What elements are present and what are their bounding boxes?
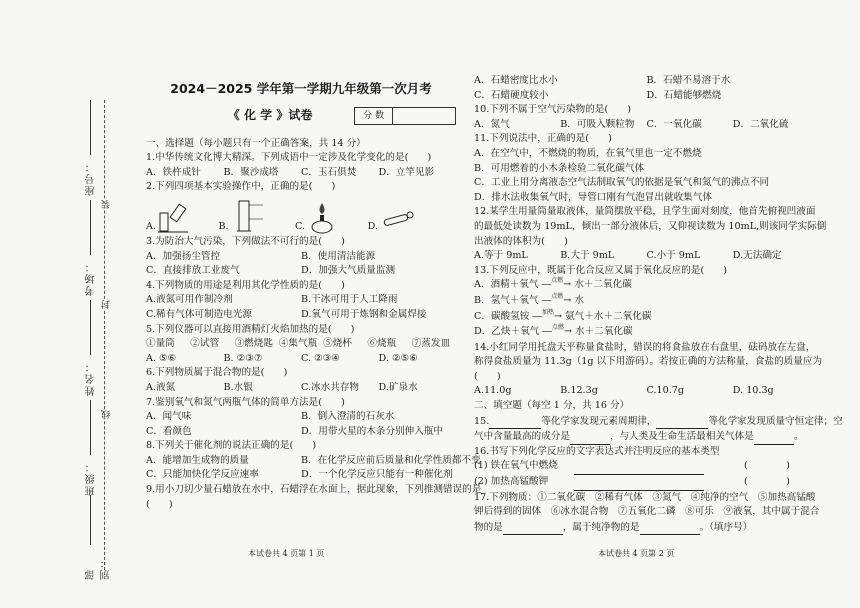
- q10-options: [474, 118, 819, 133]
- q17-text-3: 。（填序号）: [699, 521, 753, 533]
- q15-blank-1[interactable]: [489, 414, 541, 430]
- q13-option-b[interactable]: [474, 294, 819, 310]
- q13-c-right: 氨气＋水＋二氧化碳: [565, 310, 652, 322]
- field-name-label: 姓名：: [86, 360, 97, 396]
- binding-mark-zhuang: 装: [102, 200, 112, 209]
- score-box: [354, 107, 456, 125]
- score-input[interactable]: [392, 108, 455, 124]
- q16-item-1-type[interactable]: ( ): [744, 460, 790, 472]
- q16-item-1-label: (1) 铁在氧气中燃烧: [474, 460, 558, 472]
- arrow-label-d: 点燃: [551, 324, 564, 332]
- q12-options: [474, 249, 819, 264]
- field-class-label: 班级：: [86, 460, 97, 496]
- q13-option-a[interactable]: [474, 278, 819, 294]
- q7-options-row2: [146, 425, 456, 440]
- q17-text-2: ，属于纯净物的是: [562, 521, 640, 533]
- arrow-label-a: 点燃: [551, 277, 564, 285]
- q11-option-a[interactable]: A．在空气中，不燃烧的物质，在氧气里也一定不燃烧: [474, 147, 702, 159]
- q13-a-left: A．酒精＋氧气: [474, 279, 539, 291]
- q3-options-row2: [146, 264, 456, 279]
- q6-options: [146, 381, 456, 396]
- section-1-heading: 一、选择题（每小题只有一个正确答案，共 14 分）: [146, 137, 366, 149]
- field-dept-line[interactable]: [90, 495, 91, 545]
- q15-number: 15.: [474, 415, 490, 427]
- q5-item-4: ④集气瓶: [278, 338, 318, 350]
- q13-b-right: 水: [574, 294, 584, 306]
- binding-mark-feng: 封: [102, 300, 112, 309]
- field-seat-line[interactable]: [90, 100, 91, 155]
- q10-stem: 10.下列不属于空气污染物的是( ): [474, 104, 632, 116]
- field-room-label: 考场：: [86, 260, 97, 296]
- q15-text-2: 等化学家发现质量守恒定律；空: [708, 415, 843, 427]
- exam-title: 2024－2025 学年第一学期九年级第一次月考: [170, 81, 432, 96]
- q8-options: [146, 454, 481, 469]
- q2-figures: [146, 195, 456, 235]
- q8-stem: 8.下列关于催化剂的说法正确的是( ): [146, 440, 317, 452]
- q17-text-1: 物的是: [474, 521, 503, 533]
- reaction-arrow-icon: ―$^{加热}$→: [532, 308, 563, 322]
- q11-stem: 11.下列说法中，正确的是( ): [474, 133, 612, 145]
- q3-option-b[interactable]: B．使用清洁能源: [301, 250, 376, 262]
- q14-stem-line3[interactable]: ( ): [474, 370, 501, 382]
- field-name-line[interactable]: [90, 300, 91, 355]
- q1-options: [146, 166, 456, 181]
- q5-items: [146, 337, 456, 352]
- q3-option-d[interactable]: D．加强大气质量监测: [301, 265, 396, 277]
- q12-option-c[interactable]: C.小于 9mL: [646, 250, 701, 262]
- q15-text-4: ，与人类及生命生活最相关气体是: [609, 431, 754, 443]
- q1-option-a[interactable]: A．铁杵成针: [146, 166, 201, 178]
- q5-item-5: ⑤烧杯: [323, 338, 352, 350]
- q5-item-2: ②试管: [190, 338, 220, 350]
- q4-options: [146, 293, 456, 308]
- q5-option-d[interactable]: D. ②⑤⑥: [378, 352, 418, 364]
- q14-options: [474, 384, 819, 399]
- exam-subtitle: 《 化 学 》试卷: [227, 108, 313, 123]
- q4-stem: 4.下列物质的用途是利用其化学性质的是( ): [146, 279, 345, 291]
- q6-stem: 6.下列物质属于混合物的是( ): [146, 367, 288, 379]
- q13-b-left: B．氢气＋氧气: [474, 294, 539, 306]
- right-column: [474, 74, 843, 535]
- q15-text-5: 。: [793, 431, 804, 443]
- reaction-arrow-icon: ―$^{点燃}$→: [541, 277, 572, 291]
- q1-option-b[interactable]: B．聚沙成塔: [223, 166, 279, 178]
- q12-option-d[interactable]: D.无法确定: [732, 250, 782, 262]
- q6-option-b[interactable]: B.水银: [223, 381, 253, 393]
- test-tube-icon: [380, 207, 416, 235]
- q7-option-d[interactable]: D．用带火星的木条分别伸入瓶中: [301, 425, 444, 437]
- pouring-liquid-icon: [158, 201, 188, 235]
- q16-item-1: [474, 459, 819, 475]
- q5-item-1: ①量筒: [146, 338, 175, 350]
- q15-blank-4[interactable]: [754, 429, 794, 445]
- section-2-heading: 二、填空题（每空 1 分，共 16 分）: [474, 400, 630, 412]
- q6-option-d[interactable]: D.矿泉水: [378, 381, 418, 393]
- q13-d-left: D．乙炔＋氧气: [474, 326, 540, 338]
- field-seat-label: 座号：: [86, 160, 97, 196]
- q8-option-c[interactable]: C．只能加快化学反应速率: [146, 469, 259, 481]
- q4-option-c[interactable]: C.稀有气体可制造电光源: [146, 308, 252, 320]
- q9-option-c[interactable]: C．石蜡硬度较小: [474, 89, 549, 101]
- q5-item-7: ⑦蒸发皿: [411, 338, 451, 350]
- q3-option-a[interactable]: A．加强扬尘管控: [146, 250, 221, 262]
- q11-option-d[interactable]: D．排水法收集氧气时，导管口刚有气泡冒出就收集气体: [474, 191, 712, 203]
- q2-option-d[interactable]: D.: [367, 221, 378, 233]
- q11-option-b[interactable]: B．可用燃着的小木条检验二氧化碳气体: [474, 162, 645, 174]
- q8-option-a[interactable]: A．能增加生成物的质量: [146, 454, 249, 466]
- q1-stem: 1.中华传统文化博大精深。下列成语中一定涉及化学变化的是( ): [146, 152, 432, 164]
- q9-option-b[interactable]: B．石蜡不易溶于水: [646, 75, 731, 86]
- binding-margin: [0, 60, 118, 580]
- q16-item-1-blank[interactable]: [574, 459, 704, 475]
- q4-options-row2: [146, 308, 456, 323]
- q5-item-3: ③燃烧匙: [234, 338, 273, 350]
- q6-option-a[interactable]: A.液氮: [146, 381, 176, 393]
- q2-option-b[interactable]: B.: [218, 221, 229, 233]
- q17-stem-line2: 钾后得到的固体 ⑥冰水混合物 ⑦五氧化二磷 ⑧可乐 ⑨液氧，其中属于混合: [474, 506, 820, 518]
- q17-line3: [474, 520, 819, 536]
- q12-option-a[interactable]: A.等于 9mL: [474, 250, 528, 262]
- q8-option-b[interactable]: B．在化学反应前后质量和化学性质都不变: [301, 454, 481, 466]
- q13-stem: 13.下列反应中，既属于化合反应又属于氧化反应的是( ): [474, 264, 727, 276]
- q3-options: [146, 250, 456, 265]
- q10-option-c[interactable]: C．一氧化碳: [646, 118, 702, 130]
- q3-stem: 3.为防治大气污染，下列做法不可行的是( ): [146, 235, 345, 247]
- q9-option-a[interactable]: A．石蜡密度比水小: [474, 75, 558, 86]
- q7-stem: 7.鉴别氧气和氮气两瓶气体的简单方法是( ): [146, 396, 345, 408]
- reaction-arrow-icon: ―$^{点燃}$→: [542, 324, 572, 338]
- q3-option-c[interactable]: C．直接排放工业废气: [146, 265, 240, 277]
- q14-option-b[interactable]: B.12.3g: [560, 385, 598, 397]
- q12-stem-line1: 12.某学生用量筒量取液体，量筒摆放平稳，且学生面对刻度，他首先俯视凹液面: [474, 206, 816, 218]
- q17-blank-1[interactable]: [503, 520, 563, 536]
- q14-stem-line1: 14.小红同学用托盘天平称量食盐时，错误的将食盐放在右盘里，砝码放在左盘，: [474, 341, 816, 353]
- q7-option-a[interactable]: A．闻气味: [146, 411, 192, 423]
- q10-option-d[interactable]: D．二氧化硫: [732, 118, 789, 130]
- q1-option-d[interactable]: D．立竿见影: [378, 166, 435, 178]
- q13-option-d[interactable]: [474, 325, 819, 341]
- q10-option-b[interactable]: B．可吸入颗粒物: [560, 118, 635, 130]
- q13-a-right: 水＋二氧化碳: [574, 279, 632, 291]
- q14-option-a[interactable]: A.11.0g: [474, 385, 512, 397]
- q5-item-6: ⑥烧瓶: [367, 338, 397, 350]
- q16-item-2-blank[interactable]: [574, 475, 704, 491]
- q15-blank-3[interactable]: [570, 429, 610, 445]
- graduated-cylinder-icon: [231, 197, 265, 235]
- q13-d-right: 水＋二氧化碳: [575, 326, 633, 338]
- field-class-line[interactable]: [90, 400, 91, 455]
- footer-page-2: 本试卷共 4 页第 2 页: [598, 549, 675, 558]
- q7-option-b[interactable]: B．倒入澄清的石灰水: [301, 411, 395, 423]
- field-dept-label: 部别：: [86, 556, 112, 580]
- q7-option-c[interactable]: C．看颜色: [146, 425, 192, 437]
- q9-answer-paren[interactable]: ( ): [146, 498, 173, 510]
- footer-page-1: 本试卷共 4 页第 1 页: [248, 549, 325, 558]
- q13-option-c[interactable]: [474, 310, 819, 326]
- q15-line1: [474, 414, 843, 430]
- q2-option-a[interactable]: A.: [146, 221, 156, 233]
- q2-stem: 2.下列四项基本实验操作中，正确的是( ): [146, 181, 336, 193]
- q2-option-c[interactable]: C.: [295, 221, 306, 233]
- q12-stem-line2: 的最低处读数为 19mL，倾出一部分液体后，又仰视读数为 10mL,则该同学实际倒: [474, 220, 827, 232]
- q4-option-d[interactable]: D.氧气可用于炼钢和金属焊接: [301, 308, 427, 320]
- q9-options: [474, 74, 819, 89]
- q15-text-3: 气中含量最高的成分是: [474, 431, 570, 443]
- q6-option-c[interactable]: C.冰水共存物: [301, 381, 360, 393]
- q5-stem: 5.下列仪器可以直接用酒精灯火焰加热的是( ): [146, 323, 355, 335]
- q15-text-1: 等化学家发现元素周期律，: [541, 415, 657, 427]
- q13-c-left: C．碳酸氢铵: [474, 310, 530, 322]
- q14-option-d[interactable]: D. 10.3g: [732, 385, 774, 397]
- q9-options-row2: [474, 89, 819, 104]
- q7-options: [146, 410, 456, 425]
- q5-option-c[interactable]: C. ②③④: [301, 352, 340, 364]
- q17-stem-line1: 17.下列物质：①二氧化碳 ②稀有气体 ③氮气 ④纯净的空气 ⑤加热高锰酸: [474, 491, 816, 503]
- q5-option-b[interactable]: B. ②③⑦: [223, 352, 263, 364]
- q16-item-2: [474, 475, 819, 491]
- q17-blank-2[interactable]: [640, 520, 700, 536]
- q5-options: [146, 352, 456, 367]
- q11-option-c[interactable]: C．工业上用分离液态空气法制取氧气的依据是氧气和氮气的沸点不同: [474, 177, 770, 189]
- score-label: 分 数: [363, 110, 384, 121]
- binding-mark-xian: 线: [102, 410, 112, 419]
- q8-option-d[interactable]: D．一个化学反应只能有一种催化剂: [301, 469, 453, 481]
- binding-dashed-line: [104, 100, 105, 570]
- q16-stem: 16.书写下列化学反应的文字表达式并注明反应的基本类型: [474, 445, 720, 457]
- q16-item-2-type[interactable]: ( ): [744, 476, 790, 488]
- q8-options-row2: [146, 468, 456, 483]
- q15-line2: [474, 429, 819, 445]
- q9-stem: 9.用小刀切少量石蜡放在水中，石蜡浮在水面上，据此现象，下列推测错误的是: [146, 484, 482, 496]
- q12-option-b[interactable]: B.大于 9mL: [560, 250, 615, 262]
- reaction-arrow-icon: ―$^{点燃}$→: [541, 292, 572, 306]
- q14-stem-line2: 称得食盐质量为 11.3g（1g 以下用游码）。若按正确的方法称量，食盐的质量应为: [474, 356, 823, 368]
- q4-option-a[interactable]: A.液氮可用作制冷剂: [146, 294, 233, 306]
- field-room-line[interactable]: [90, 200, 91, 255]
- q9-option-d[interactable]: D．石蜡能够燃烧: [646, 89, 722, 101]
- alcohol-lamp-icon: [307, 199, 337, 235]
- q15-blank-2[interactable]: [656, 414, 708, 430]
- q10-option-a[interactable]: A．氮气: [474, 118, 510, 130]
- q16-item-2-label: (2) 加热高锰酸钾: [474, 476, 549, 488]
- q14-option-c[interactable]: C.10.7g: [646, 385, 685, 397]
- arrow-label-c: 加热: [541, 308, 554, 316]
- arrow-label-b: 点燃: [551, 292, 564, 300]
- q5-option-a[interactable]: A. ⑤⑥: [146, 352, 177, 364]
- q12-stem-line3: 出液体的体积为( ): [474, 235, 568, 247]
- q4-option-b[interactable]: B.干冰可用于人工降雨: [301, 294, 398, 306]
- q1-option-c[interactable]: C．玉石俱焚: [301, 166, 357, 178]
